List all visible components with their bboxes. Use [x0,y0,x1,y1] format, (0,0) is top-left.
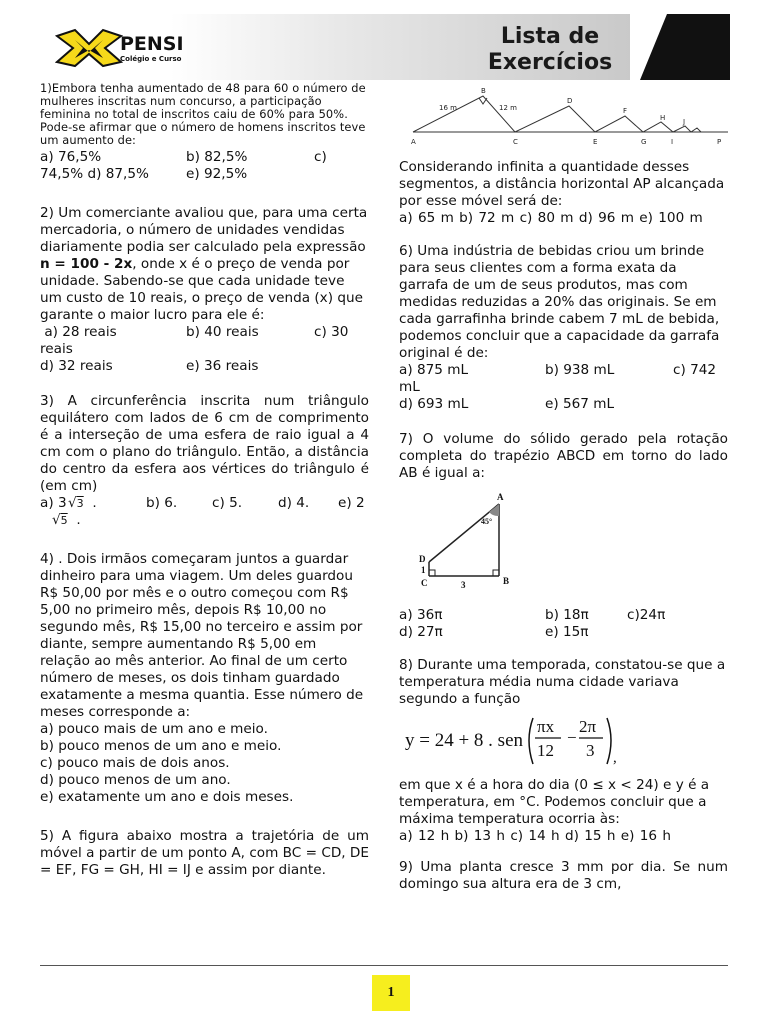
q6-option-c-cont: mL [399,379,420,395]
q7-option-a: a) 36π [399,607,443,623]
q5-options: a) 65 m b) 72 m c) 80 m d) 96 m e) 100 m [399,210,703,226]
question-9-text: 9) Uma planta cresce 3 mm por dia. Se num domingo sua altura era de 3 cm, [399,859,728,892]
fig-label-12m: 12 m [499,104,517,112]
q4-option-c: c) pouco mais de dois anos. [40,755,230,771]
question-6-text: 6) Uma indústria de bebidas criou um brinde para seus clientes com a forma exata da garrafa de um de seus produtos, mas com medidas reduzidas a 20% das originais. Se em cada garrafinha brinde cabem 7 mL de bebida, podemos concluir que a capacidade da garrafa original é de: [399,243,720,361]
fig-point-h: H [660,114,666,122]
trajectory-figure [399,82,728,150]
q6-option-c: c) 742 [673,362,717,378]
fig-point-e: E [593,138,598,146]
question-4 [40,551,369,806]
q3-option-a: a) 3 [40,495,67,511]
fig-vertex-a: A [497,492,504,502]
question-3-text: 3) A circunferência inscrita num triângulo equilátero com lados de 6 cm de comprimento é a interseção de uma esfera de raio igual a 4 cm com o plano do triângulo. Então, a distância do centro da esfera aos vértices do triângulo é (em cm) [40,393,369,494]
question-8-text: 8) Durante uma temporada, constatou-se que a temperatura média numa cidade variava segundo a função [399,657,726,707]
logo-name: PENSI [120,33,184,55]
q6-option-d: d) 693 mL [399,396,469,412]
q7-option-b: b) 18π [545,607,589,623]
formula-minus: − [567,728,577,747]
question-8-text-cont: em que x é a hora do dia (0 ≤ x < 24) e y é a temperatura, em °C. Podemos concluir que a máxima temperatura ocorria às: [399,777,710,827]
q4-option-d: d) pouco menos de um ano. [40,772,231,788]
q2-option-d: d) 32 reais [40,358,113,374]
fig-point-i: I [671,138,674,146]
question-2-text: 2) Um comerciante avaliou que, para uma certa mercadoria, o número de unidades vendidas diariamente podia ser calculado pela expressão [40,205,368,255]
q4-option-b: b) pouco menos de um ano e meio. [40,738,282,754]
fig-side-1: 1 [421,565,426,575]
fig-point-j: J [683,118,686,126]
fig-point-d: D [567,97,573,105]
fig-point-p: P [717,138,722,146]
q3-option-d: d) 4. [278,495,310,511]
question-2-text-cont: , onde x é o preço de venda por unidade. Sabendo-se que cada unidade teve um custo de 10 reais, o preço de venda (x) que garante o maior lucro para ele é: [40,256,363,323]
formula-y: y = 24 + 8 . sen [405,730,524,751]
page-number: 1 [372,975,410,1011]
fig-point-a: A [411,138,416,146]
q2-option-e: e) 36 reais [186,358,259,374]
header-black-shape [640,14,730,80]
q3-sqrt-e: √5 . [52,512,81,528]
question-1-text: 1)Embora tenha aumentado de 48 para 60 o número de mulheres inscritas num concurso, a participação feminina no total de inscritos caiu de 60% para 50%. Pode-se afirmar que o número de homens inscritos teve um aumento de: [40,81,366,147]
question-4-text: 4) . Dois irmãos começaram juntos a guardar dinheiro para uma viagem. Um deles guardou R$ 50,00 por mês e o outro começou com R$ 5,00 no primeiro mês, depois R$ 10,00 no segundo mês, R$ 15,00 no terceiro e assim por diante, sempre aumentando R$ 5,00 em relação ao mês anterior. Ao final de um certo número de meses, os dois tinham guardado exatamente a mesma quantia. Esse número de meses corresponde a: [40,551,364,720]
q4-option-a: a) pouco mais de um ano e meio. [40,721,268,737]
q1-option-c: c) [314,149,327,165]
question-5-text-cont: Considerando infinita a quantidade desses segmentos, a distância horizontal AP alcançada por esse móvel será de: [399,159,725,209]
fig-vertex-c: C [421,578,428,588]
fig-angle: 45° [481,517,493,526]
q2-formula: n = 100 - 2x [40,256,133,272]
fig-side-3: 3 [461,580,466,590]
question-5-text: 5) A figura abaixo mostra a trajetória de um móvel a partir de um ponto A, com BC = CD, DE = EF, FG = GH, HI = IJ e assim por diante. [40,828,369,878]
footer-divider [40,965,728,966]
q1-option-a: a) 76,5% [40,149,102,165]
q7-option-c: c)24π [627,607,666,623]
q3-option-e: e) 2 [338,495,365,511]
q8-formula [399,710,629,772]
q2-option-c: c) 30 [314,324,349,340]
q1-option-e: e) 92,5% [186,166,248,182]
fig-point-g: G [641,138,647,146]
right-column [399,82,728,905]
formula-2pi: 2π [579,717,597,736]
page-title: Lista de Exercícios [487,24,613,75]
q2-option-b: b) 40 reais [186,324,259,340]
fig-point-f: F [623,107,628,115]
question-7 [399,431,728,641]
q2-option-c-cont: reais [40,341,73,357]
left-column [40,82,369,891]
question-8 [399,657,728,845]
q3-option-b: b) 6. [146,495,178,511]
fig-label-16m: 16 m [439,104,457,112]
q7-option-e: e) 15π [545,624,589,640]
question-5-cont [399,159,728,227]
q3-option-c: c) 5. [212,495,243,511]
q1-option-b: b) 82,5% [186,149,248,165]
q6-option-a: a) 875 mL [399,362,469,378]
trapezoid-figure [413,488,533,600]
question-3 [40,393,369,529]
question-2 [40,205,369,375]
fig-point-c: C [513,138,518,146]
question-1 [40,82,369,183]
question-7-text: 7) O volume do sólido gerado pela rotação completa do trapézio ABCD em torno do lado AB é igual a: [399,431,728,481]
page-header [0,0,768,82]
logo-subtitle: Colégio e Curso [120,55,182,63]
q6-option-e: e) 567 mL [545,396,615,412]
formula-pix: πx [537,717,555,736]
question-9 [399,859,728,893]
q1-option-c-d: 74,5% d) 87,5% [40,166,149,182]
question-6 [399,243,728,413]
q4-option-e: e) exatamente um ano e dois meses. [40,789,294,805]
q2-option-a: a) 28 reais [40,324,117,340]
q7-option-d: d) 27π [399,624,443,640]
formula-3: 3 [586,741,595,760]
q8-options: a) 12 h b) 13 h c) 14 h d) 15 h e) 16 h [399,828,672,844]
fig-vertex-d: D [419,554,426,564]
pensi-logo-icon [55,26,125,70]
q3-sqrt-a: √3 . [68,495,97,511]
question-5 [40,828,369,879]
formula-comma: , [613,750,617,766]
q6-option-b: b) 938 mL [545,362,615,378]
formula-12: 12 [537,741,554,760]
fig-point-b: B [481,87,486,95]
fig-vertex-b: B [503,576,510,586]
